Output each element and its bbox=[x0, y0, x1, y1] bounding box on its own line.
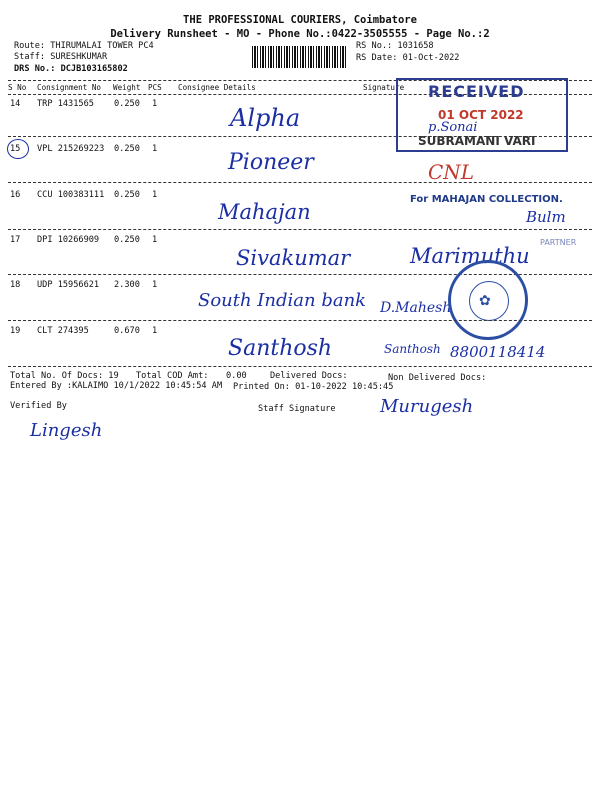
rs-date: RS Date: 01-Oct-2022 bbox=[356, 53, 460, 63]
barcode-icon bbox=[252, 46, 348, 68]
row-weight: 2.300 bbox=[114, 280, 140, 290]
row-consignment: CLT 274395 bbox=[37, 326, 89, 336]
row-sno: 18 bbox=[10, 280, 21, 290]
staff-signature-label: Staff Signature bbox=[258, 404, 336, 414]
row-sno: 17 bbox=[10, 235, 21, 245]
row-phone-handwritten: 8800118414 bbox=[450, 343, 546, 361]
row-sno: 15 bbox=[10, 144, 21, 154]
row-signature-handwritten: CNL bbox=[428, 160, 475, 184]
col-signature: Signature bbox=[363, 83, 405, 92]
row-pcs: 1 bbox=[152, 235, 158, 245]
row-consignment: UDP 15956621 bbox=[37, 280, 100, 290]
row-weight: 0.250 bbox=[114, 99, 140, 109]
delivered-docs: Delivered Docs: bbox=[270, 371, 348, 381]
col-consignee: Consignee Details bbox=[178, 83, 256, 92]
drs-number: DRS No.: DCJB103165802 bbox=[14, 64, 128, 74]
runsheet-subtitle: Delivery Runsheet - MO - Phone No.:0422-3505555 - Page No.:2 bbox=[110, 28, 490, 40]
row-pcs: 1 bbox=[152, 280, 158, 290]
row-sno: 19 bbox=[10, 326, 21, 336]
row-consignee-handwritten: South Indian bank bbox=[198, 290, 367, 311]
row-consignee-handwritten: Mahajan bbox=[218, 200, 311, 224]
row-consignment: TRP 1431565 bbox=[37, 99, 94, 109]
row-consignee-handwritten: Santhosh bbox=[228, 336, 333, 361]
row-consignee-handwritten: Pioneer bbox=[228, 150, 314, 175]
received-stamp-sign: p.Sonai bbox=[428, 120, 478, 135]
row-pcs: 1 bbox=[152, 99, 158, 109]
row-sno: 14 bbox=[10, 99, 21, 109]
route-label: Route: THIRUMALAI TOWER PC4 bbox=[14, 41, 154, 51]
col-sno: S No bbox=[8, 83, 27, 92]
row-divider bbox=[8, 320, 592, 321]
seal-emblem-icon: ✿ bbox=[479, 293, 491, 309]
verified-by-label: Verified By bbox=[10, 401, 67, 411]
cod-amount-value: 0.00 bbox=[226, 371, 247, 381]
mahajan-collection-stamp: For MAHAJAN COLLECTION. bbox=[410, 194, 563, 205]
row-consignment: CCU 100383111 bbox=[37, 190, 105, 200]
verified-by-signature: Lingesh bbox=[30, 420, 103, 441]
row-pcs: 1 bbox=[152, 190, 158, 200]
row-weight: 0.670 bbox=[114, 326, 140, 336]
rs-number: RS No.: 1031658 bbox=[356, 41, 434, 51]
staff-label: Staff: SURESHKUMAR bbox=[14, 52, 108, 62]
row-consignee-handwritten: Sivakumar bbox=[236, 246, 351, 270]
total-docs: Total No. Of Docs: 19 bbox=[10, 371, 119, 381]
col-weight: Weight bbox=[113, 83, 141, 92]
row-weight: 0.250 bbox=[114, 235, 140, 245]
row-sno: 16 bbox=[10, 190, 21, 200]
received-stamp-name: SUBRAMANI VARI bbox=[418, 134, 536, 148]
row-consignment: DPI 10266909 bbox=[37, 235, 100, 245]
row-weight: 0.250 bbox=[114, 144, 140, 154]
row-pcs: 1 bbox=[152, 144, 158, 154]
row-signature-handwritten: D.Mahesh bbox=[380, 300, 452, 316]
bank-seal-stamp bbox=[448, 260, 528, 340]
row-pcs: 1 bbox=[152, 326, 158, 336]
non-delivered-docs: Non Delivered Docs: bbox=[388, 373, 487, 383]
row-divider bbox=[8, 182, 592, 183]
received-stamp-date: 01 OCT 2022 bbox=[438, 108, 524, 122]
cod-amount-label: Total COD Amt: bbox=[136, 371, 209, 381]
row-divider bbox=[8, 229, 592, 230]
col-consignment: Consignment No bbox=[37, 83, 102, 92]
entered-by: Entered By :KALAIMO 10/1/2022 10:45:54 AM bbox=[10, 381, 223, 391]
row-consignee-handwritten: Alpha bbox=[230, 104, 301, 132]
row-consignment: VPL 215269223 bbox=[37, 144, 105, 154]
received-stamp-title: RECEIVED bbox=[428, 82, 525, 101]
row-signature-handwritten: Santhosh bbox=[384, 342, 441, 356]
col-pcs: PCS bbox=[148, 83, 162, 92]
company-title: THE PROFESSIONAL COURIERS, Coimbatore bbox=[183, 14, 417, 26]
received-stamp bbox=[396, 78, 568, 152]
printed-on: Printed On: 01-10-2022 10:45:45 bbox=[233, 382, 394, 392]
staff-signature-handwritten: Murugesh bbox=[380, 396, 474, 417]
row-weight: 0.250 bbox=[114, 190, 140, 200]
row-divider bbox=[8, 366, 592, 367]
row-signature-handwritten: Bulm bbox=[526, 208, 566, 226]
partner-stamp: PARTNER bbox=[540, 238, 577, 247]
row-signature-handwritten: Marimuthu bbox=[410, 244, 530, 268]
